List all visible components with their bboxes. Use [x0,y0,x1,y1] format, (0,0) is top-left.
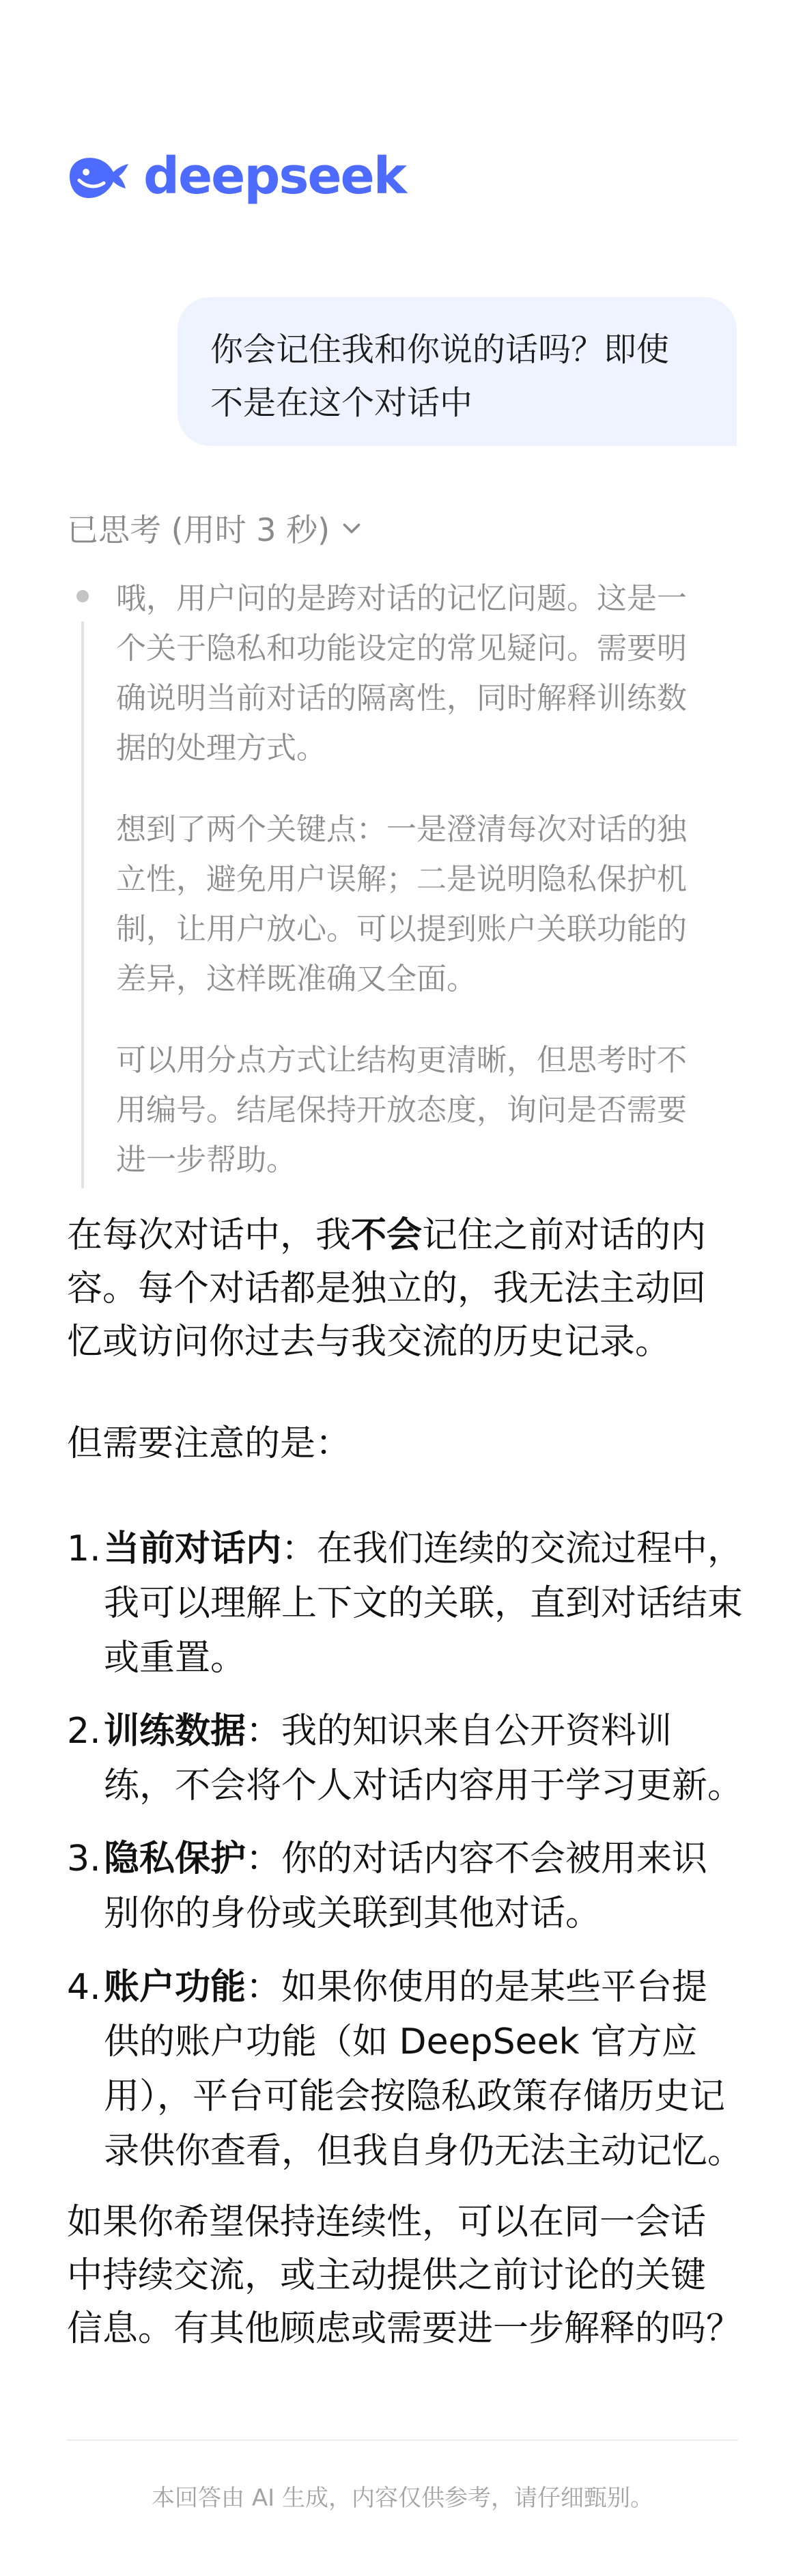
thought-divider-line [81,621,84,1188]
answer-note: 但需要注意的是： [67,1423,352,1464]
answer-line: 如果你希望保持连续性，可以在同一会话 [67,2202,707,2243]
ai-disclaimer: 本回答由 AI 生成，内容仅供参考，请仔细甄别。 [152,2484,653,2512]
answer-text: 记住之前对话的内 [422,1215,707,1256]
answer-bold-text: 不会 [351,1215,423,1256]
list-item [67,1832,750,1941]
list-item-text: 我可以理解上下文的关联，直到对话结束 [104,1583,744,1624]
list-item-text: 用），平台可能会按隐私政策存储历史记 [104,2076,726,2117]
list-item-title: 隐私保护 [104,1838,246,1879]
chevron-down-icon [339,516,364,540]
answer-line: 信息。有其他顾虑或需要进一步解释的吗？ [67,2308,742,2349]
answer-line [67,1209,750,1262]
list-item-text: ：如果你使用的是某些平台提 [246,1967,708,2008]
list-item-text: 别你的身份或关联到其他对话。 [104,1893,602,1934]
list-item [67,1704,750,1813]
thought-line-text: 哦，用户问的是跨对话的记忆问题。这是一 [116,581,687,616]
list-item-text: 供的账户功能（如 DeepSeek 官方应 [104,2021,698,2062]
deepseek-logo [66,142,406,210]
list-number: 1. [67,1528,101,1569]
thought-paragraph [116,804,731,1004]
thought-line-text: 可以用分点方式让结构更清晰，但思考时不 [116,1043,687,1078]
answer-intro [67,1209,750,1369]
thought-line-text: 用编号。结尾保持开放态度，询问是否需要 [116,1093,687,1128]
list-number: 4. [67,1967,101,2008]
thought-line-text: 确说明当前对话的隔离性，同时解释训练数 [116,681,687,716]
thought-line-text: 想到了两个关键点：一是澄清每次对话的独 [116,812,687,847]
list-item-title: 训练数据 [104,1711,246,1752]
answer-line: 容。每个对话都是独立的，我无法主动回 [67,1268,707,1309]
list-item [67,1522,750,1685]
thought-line-text: 个关于隐私和功能设定的常见疑问。需要明 [116,631,687,666]
answer-line: 中持续交流，或主动提供之前讨论的关键 [67,2255,707,2296]
list-item-text: 练，不会将个人对话内容用于学习更新。 [104,1765,744,1806]
list-item-text: 或重置。 [104,1638,246,1679]
thought-line-text: 制，让用户放心。可以提到账户关联功能的 [116,912,687,947]
thought-line-text: 立性，避免用户误解；二是说明隐私保护机 [116,862,687,897]
list-item-text: ：你的对话内容不会被用来识 [246,1838,708,1879]
list-item [67,1960,750,2179]
answer-line: 忆或访问你过去与我交流的历史记录。 [67,1321,671,1362]
footer-divider [67,2439,738,2441]
thinking-toggle[interactable] [67,504,364,552]
thought-paragraph [116,1035,731,1185]
user-message-line: 你会记住我和你说的话吗？即使 [210,331,670,369]
user-message-bubble [178,297,737,446]
list-item-text: ：我的知识来自公开资料训 [246,1711,673,1752]
thought-paragraph [116,574,731,773]
thought-line-text: 据的处理方式。 [116,731,326,766]
thought-process [67,574,743,1188]
whale-logo-icon [66,149,134,204]
list-item-text: ：在我们连续的交流过程中， [281,1528,744,1569]
thinking-label: 已思考 (用时 3 秒) [67,512,330,548]
answer-text: 在每次对话中，我 [67,1215,352,1256]
brand-name: deepseek [143,147,406,206]
user-message-line: 不是在这个对话中 [210,384,473,422]
list-item-text: 录供你查看，但我自身仍无法主动记忆。 [104,2131,744,2172]
thought-bullet [76,590,89,602]
list-number: 3. [67,1838,101,1879]
answer-closing [67,2196,750,2355]
thought-line-text: 差异，这样既准确又全面。 [116,962,477,996]
list-item-title: 当前对话内 [104,1528,282,1569]
list-number: 2. [67,1711,101,1752]
thought-line-text: 进一步帮助。 [116,1143,296,1177]
list-item-title: 账户功能 [104,1967,246,2008]
